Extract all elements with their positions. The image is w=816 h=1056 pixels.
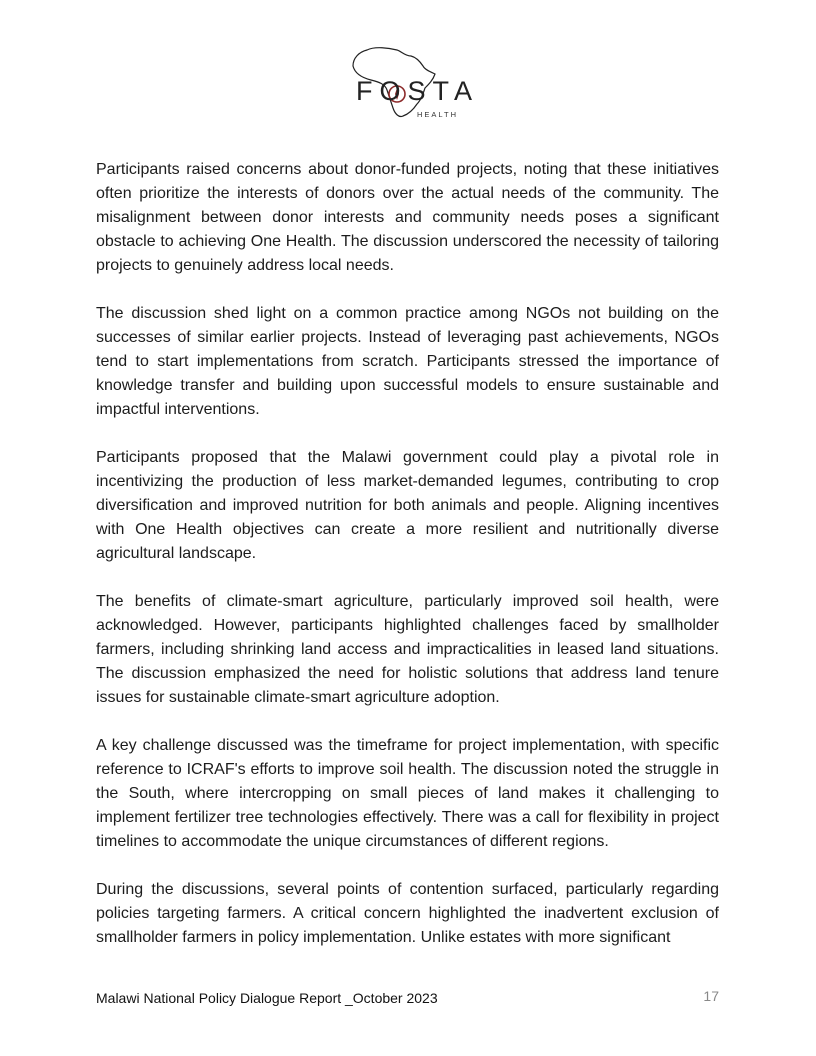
logo-subtitle: HEALTH [417, 110, 459, 119]
paragraph: The discussion shed light on a common practice among NGOs not building on the successes of similar earlier projects. Instead of leveraging past achievements, NGOs tend to start implementations from scratch. Participants stressed the importance of knowledge transfer and building upon successful models to ensure sustainable and impactful interventions. [96, 305, 719, 418]
paragraph: A key challenge discussed was the timeframe for project implementation, with specific reference to ICRAF's efforts to improve soil health. The discussion noted the struggle in the South, where intercropping on small pieces of land makes it challenging to implement fertilizer tree technologies effectively. There was a call for flexibility in project timelines to accommodate the unique circumstances of different regions. [96, 737, 719, 850]
footer-title: Malawi National Policy Dialogue Report _October 2023 [96, 990, 438, 1006]
paragraph: Participants raised concerns about donor-funded projects, noting that these initiatives often prioritize the interests of donors over the actual needs of the community. The misalignment between donor interests and community needs poses a significant obstacle to achieving One Health. The discussion underscored the necessity of tailoring projects to genuinely address local needs. [96, 161, 719, 274]
paragraph: Participants proposed that the Malawi government could play a pivotal role in incentivizing the production of less market-demanded legumes, contributing to crop diversification and improved nutrition for both animals and people. Aligning incentives with One Health objectives can create a more resilient and nutritionally diverse agricultural landscape. [96, 449, 719, 562]
logo-wordmark: FOSTA [356, 76, 480, 106]
paragraph: During the discussions, several points of contention surfaced, particularly regarding policies targeting farmers. A critical concern highlighted the inadvertent exclusion of smallholder farmers in policy implementation. Unlike estates with more significant [96, 881, 719, 946]
page-number: 17 [703, 988, 719, 1004]
paragraph: The benefits of climate-smart agriculture, particularly improved soil health, were acknowledged. However, participants highlighted challenges faced by smallholder farmers, including shrinking land access and impracticalities in leased land situations. The discussion emphasized the need for holistic solutions that address land tenure issues for sustainable climate-smart agriculture adoption. [96, 593, 719, 706]
document-body [96, 158, 719, 974]
